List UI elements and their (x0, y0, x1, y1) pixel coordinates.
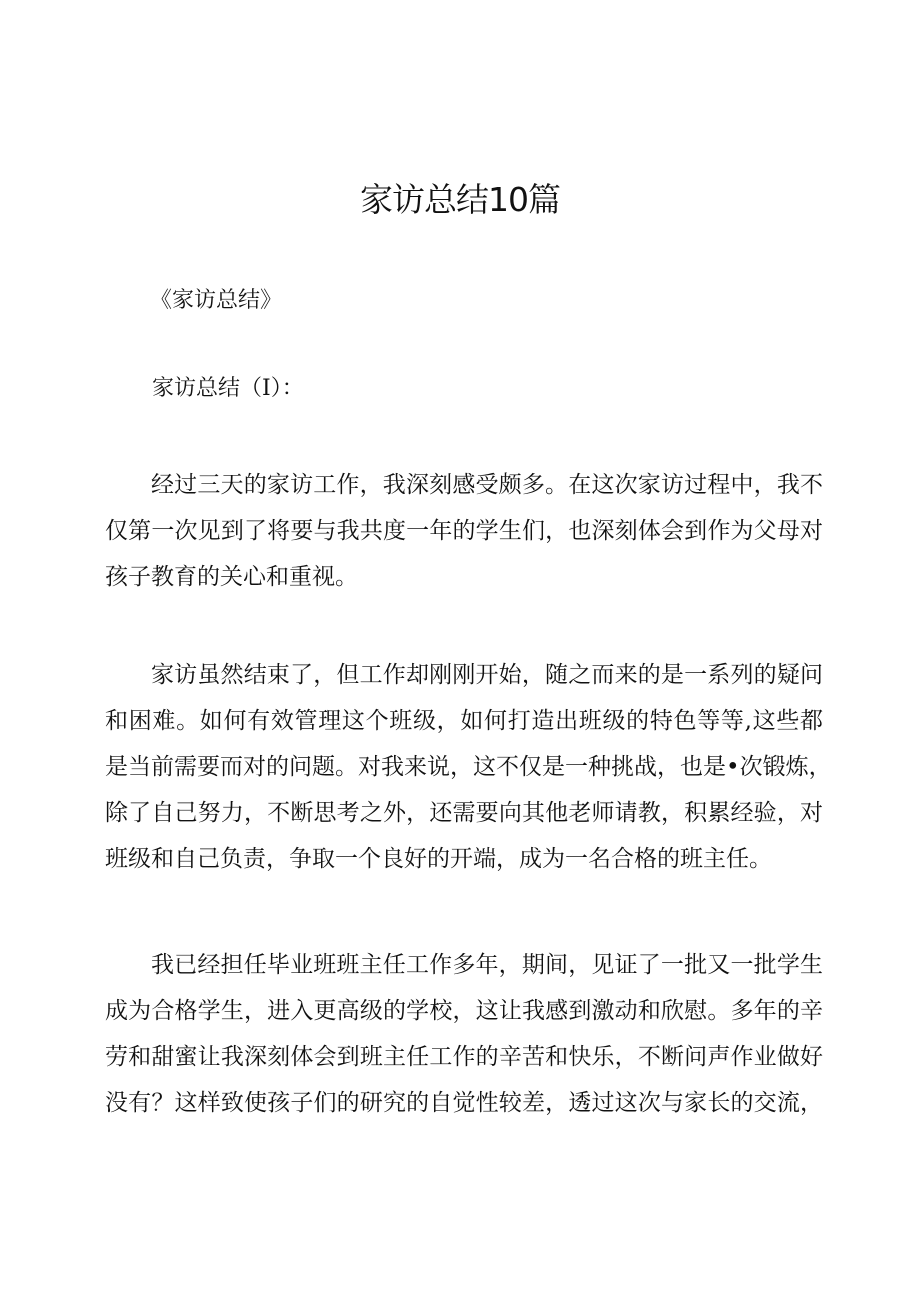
paragraph-line: 经过三天的家访工作，我深刻感受颇多。在这次家访过程中，我不 (151, 472, 823, 498)
paragraph-line: 成为合格学生，进入更高级的学校，这让我感到激动和欣慰。多年的辛 (105, 998, 823, 1024)
paragraph-line: 除了自己努力，不断思考之外，还需要向其他老师请教，积累经验，对 (105, 800, 823, 826)
paragraph-line: 劳和甜蜜让我深刻体会到班主任工作的辛苦和快乐，不断问声作业做好 (105, 1044, 823, 1070)
paragraph (105, 462, 823, 600)
paragraph-line: 家访虽然结束了，但工作却刚刚开始，随之而来的是一系列的疑问 (151, 662, 823, 688)
paragraph-line: 是当前需要而对的问题。对我来说，这不仅是一种挑战，也是•次锻炼， (105, 754, 832, 780)
document-subtitle: 《家访总结》 (150, 288, 283, 313)
section-heading: 家访总结（I）： (152, 376, 304, 401)
paragraph-line: 孩子教育的关心和重视。 (105, 564, 358, 590)
paragraph (105, 942, 823, 1126)
paragraph (105, 652, 832, 882)
paragraph-line: 我已经担任毕业班班主任工作多年，期间，见证了一批又一批学生 (151, 952, 823, 978)
paragraph-line: 班级和自己负责，争取一个良好的开端，成为一名合格的班主任。 (105, 846, 772, 872)
paragraph-line: 没有？这样致使孩子们的研究的自觉性较差，透过这次与家长的交流， (105, 1090, 823, 1116)
document-title: 家访总结10篇 (360, 180, 560, 219)
paragraph-line: 仅第一次见到了将要与我共度一年的学生们，也深刻体会到作为父母对 (105, 518, 823, 544)
paragraph-line: 和困难。如何有效管理这个班级，如何打造出班级的特色等等,这些都 (105, 708, 823, 734)
